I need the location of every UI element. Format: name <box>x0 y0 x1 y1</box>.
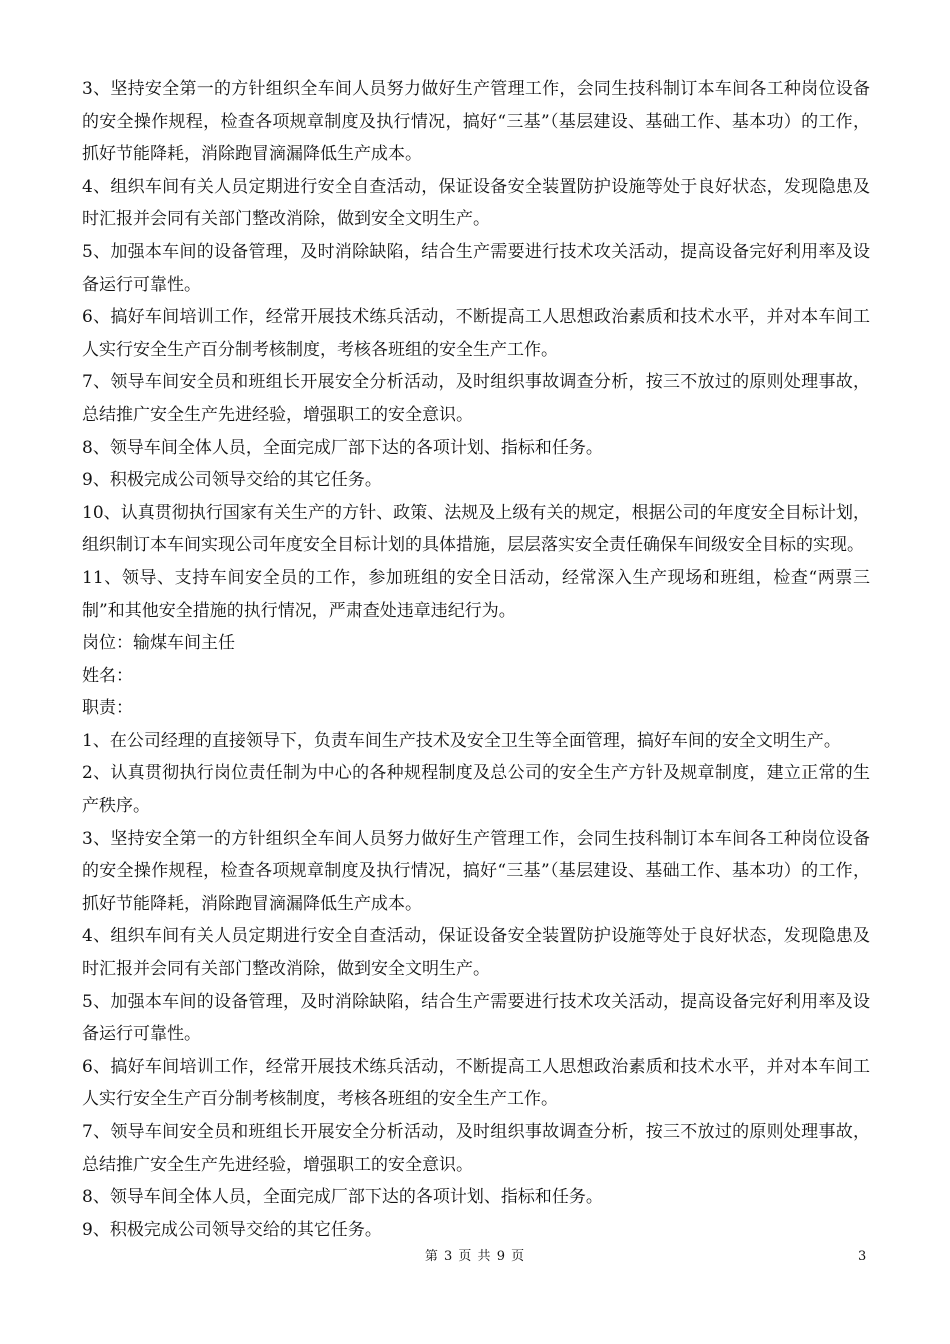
page-count-label: 第 3 页 共 9 页 <box>424 1249 526 1264</box>
paragraph: 2、认真贯彻执行岗位责任制为中心的各种规程制度及总公司的安全生产方针及规章制度，建立正常的生产秩序。 <box>82 763 870 817</box>
paragraph: 6、搞好车间培训工作，经常开展技术练兵活动，不断提高工人思想政治素质和技术水平，并对本车间工人实行安全生产百分制考核制度，考核各班组的安全生产工作。 <box>82 307 870 360</box>
paragraph: 11、领导、支持车间安全员的工作，参加班组的安全日活动，经常深入生产现场和班组，检查“两票三制”和其他安全措施的执行情况，严肃查处违章违纪行为。 <box>82 567 870 621</box>
paragraph: 7、领导车间安全员和班组长开展安全分析活动，及时组织事故调查分析，按三不放过的原则处理事故，总结推广安全生产先进经验，增强职工的安全意识。 <box>82 372 870 425</box>
paragraph: 9、积极完成公司领导交给的其它任务。 <box>82 1219 382 1240</box>
paragraph: 4、组织车间有关人员定期进行安全自查活动，保证设备安全装置防护设施等处于良好状态，发现隐患及时汇报并会同有关部门整改消除，做到安全文明生产。 <box>82 176 870 230</box>
page-number: 3 <box>858 1249 867 1264</box>
paragraph: 3、坚持安全第一的方针组织全车间人员努力做好生产管理工作，会同生技科制订本车间各工种岗位设备的安全操作规程，检查各项规章制度及执行情况，搞好“三基”（基层建设、基础工作、基本功）的工作，抓好节能降耗，消除跑冒滴漏降低生产成本。 <box>82 828 870 914</box>
document-body <box>82 73 870 1246</box>
paragraph: 7、领导车间安全员和班组长开展安全分析活动，及时组织事故调查分析，按三不放过的原则处理事故，总结推广安全生产先进经验，增强职工的安全意识。 <box>82 1122 870 1175</box>
paragraph: 3、坚持安全第一的方针组织全车间人员努力做好生产管理工作，会同生技科制订本车间各工种岗位设备的安全操作规程，检查各项规章制度及执行情况，搞好“三基”（基层建设、基础工作、基本功）的工作，抓好节能降耗，消除跑冒滴漏降低生产成本。 <box>82 79 870 165</box>
paragraph: 10、认真贯彻执行国家有关生产的方针、政策、法规及上级有关的规定，根据公司的年度安全目标计划，组织制订本车间实现公司年度安全目标计划的具体措施，层层落实安全责任确保车间级安全目标的实现。 <box>82 502 870 556</box>
paragraph: 5、加强本车间的设备管理，及时消除缺陷，结合生产需要进行技术攻关活动，提高设备完好利用率及设备运行可靠性。 <box>82 991 870 1045</box>
duties-heading: 职责： <box>82 698 133 719</box>
paragraph: 5、加强本车间的设备管理，及时消除缺陷，结合生产需要进行技术攻关活动，提高设备完好利用率及设备运行可靠性。 <box>82 241 870 295</box>
paragraph: 9、积极完成公司领导交给的其它任务。 <box>82 470 382 491</box>
position-line: 岗位：输煤车间主任 <box>82 633 235 654</box>
name-line: 姓名： <box>82 665 133 686</box>
paragraph: 8、领导车间全体人员，全面完成厂部下达的各项计划、指标和任务。 <box>82 1187 603 1208</box>
paragraph: 8、领导车间全体人员，全面完成厂部下达的各项计划、指标和任务。 <box>82 437 603 458</box>
paragraph: 1、在公司经理的直接领导下，负责车间生产技术及安全卫生等全面管理，搞好车间的安全文明生产。 <box>82 730 841 751</box>
paragraph: 6、搞好车间培训工作，经常开展技术练兵活动，不断提高工人思想政治素质和技术水平，并对本车间工人实行安全生产百分制考核制度，考核各班组的安全生产工作。 <box>82 1056 870 1110</box>
paragraph: 4、组织车间有关人员定期进行安全自查活动，保证设备安全装置防护设施等处于良好状态，发现隐患及时汇报并会同有关部门整改消除，做到安全文明生产。 <box>82 926 870 980</box>
